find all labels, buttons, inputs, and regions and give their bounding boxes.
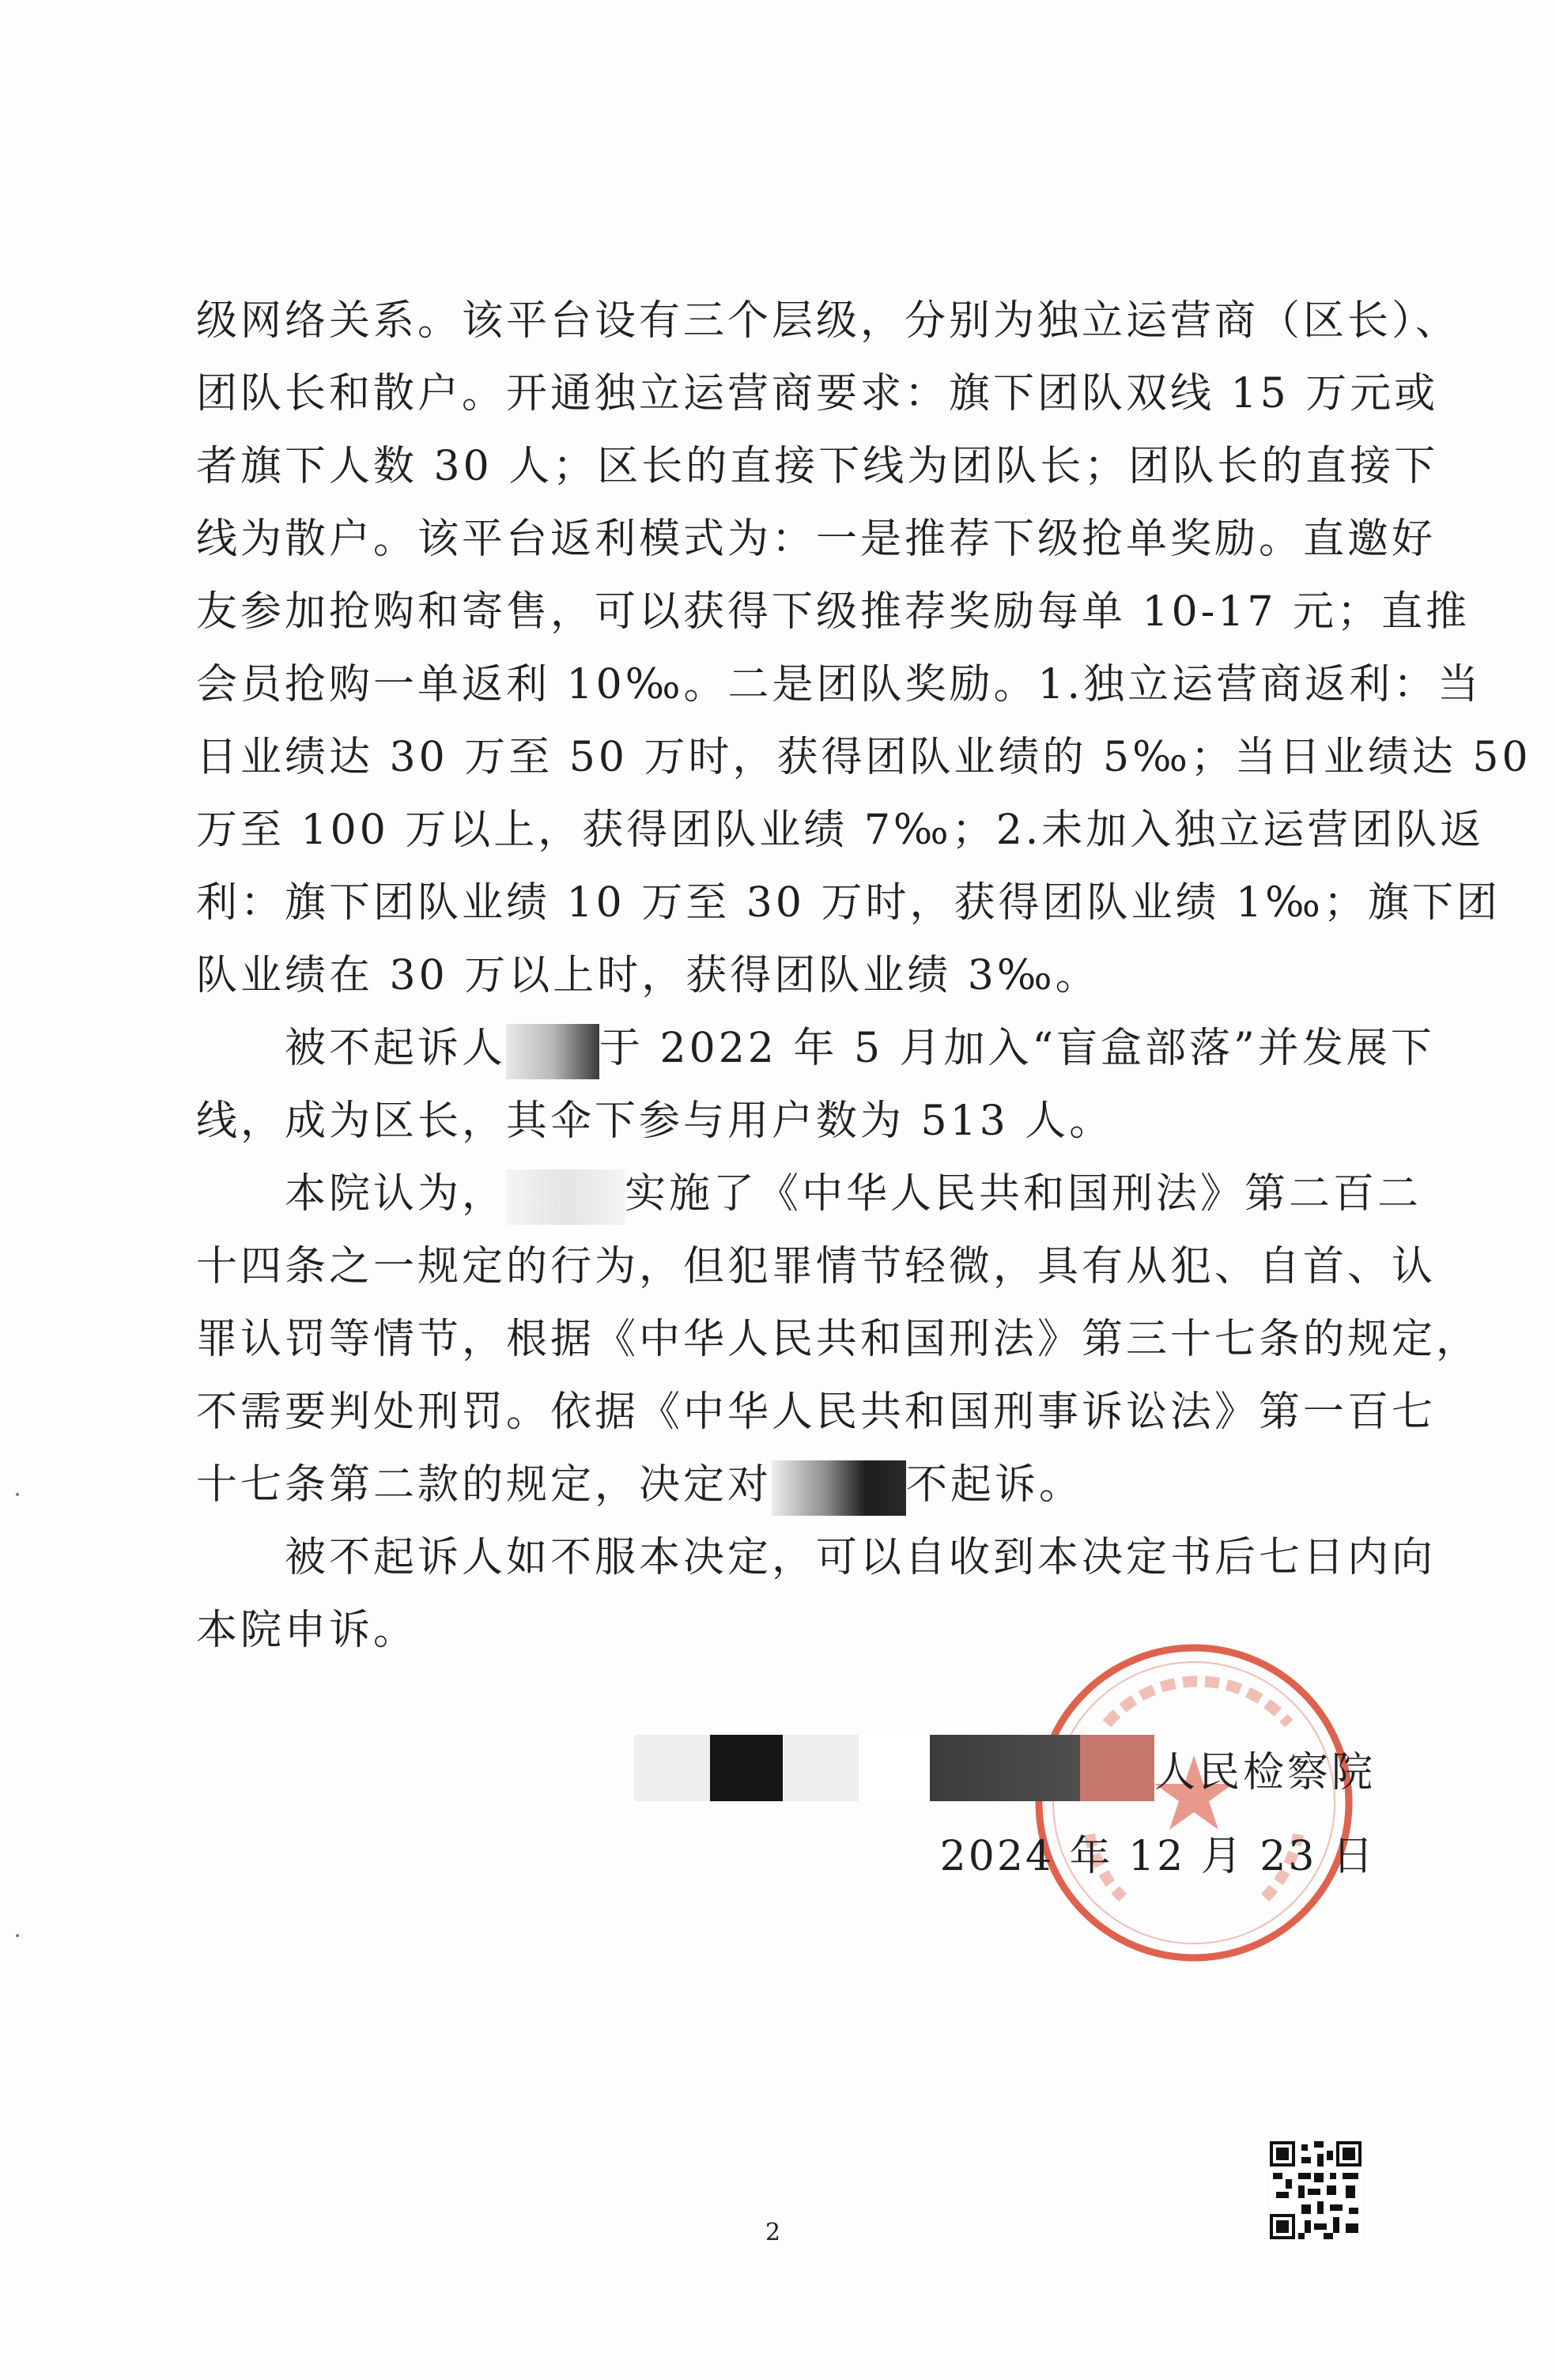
paragraph-opinion-line: [196, 1158, 1422, 1230]
body-line: 友参加抢购和寄售，可以获得下级推荐奖励每单 10-17 元；直推: [196, 588, 1470, 636]
body-line: 十四条之一规定的行为，但犯罪情节轻微，具有从犯、自首、认: [196, 1243, 1437, 1290]
name-redaction: [506, 1024, 599, 1079]
signature-row: [569, 1730, 1376, 1806]
body-line: 日业绩达 30 万至 50 万时，获得团队业绩的 5‰；当日业绩达 50: [196, 734, 1531, 781]
page-number: 2: [765, 2219, 781, 2246]
text-segment: 实施了《中华人民共和国刑法》第二百二: [625, 1170, 1422, 1218]
org-redaction: [710, 1735, 783, 1801]
procuratorate-name: 人民检察院: [1154, 1748, 1376, 1796]
text-segment: 本院认为，: [285, 1170, 507, 1218]
body-line: 不需要判处刑罚。依据《中华人民共和国刑事诉讼法》第一百七: [196, 1388, 1437, 1436]
body-line: 队业绩在 30 万以上时，获得团队业绩 3‰。: [196, 952, 1100, 999]
body-line: [196, 1449, 1374, 1521]
body-line: 团队长和散户。开通独立运营商要求：旗下团队双线 15 万元或: [196, 370, 1439, 417]
text-segment: 不起诉。: [906, 1461, 1084, 1509]
decision-body: [196, 285, 1531, 1667]
org-redaction: [783, 1735, 859, 1801]
text-segment: 被不起诉人: [285, 1025, 507, 1072]
body-line: 线，成为区长，其伞下参与用户数为 513 人。: [196, 1097, 1114, 1145]
paragraph-defendant-line: [196, 1012, 1435, 1085]
body-line: 本院申诉。: [196, 1607, 418, 1654]
signature-block: [569, 1730, 1376, 1806]
body-line: 利：旗下团队业绩 10 万至 30 万时，获得团队业绩 1‰；旗下团: [196, 879, 1501, 927]
body-line: 被不起诉人如不服本决定，可以自收到本决定书后七日内向: [285, 1534, 1437, 1581]
text-segment: 于 2022 年 5 月加入“盲盒部落”并发展下: [599, 1025, 1435, 1072]
scan-speck: [16, 1493, 19, 1496]
org-redaction: [930, 1735, 1080, 1801]
qr-code: [1270, 2141, 1362, 2239]
name-redaction: [772, 1460, 906, 1516]
decision-date: 2024 年 12 月 23 日: [939, 1833, 1376, 1880]
name-redaction: [506, 1169, 625, 1225]
org-redaction: [634, 1735, 710, 1801]
body-line: 级网络关系。该平台设有三个层级，分别为独立运营商（区长）、: [196, 297, 1460, 345]
body-line: 者旗下人数 30 人；区长的直接下线为团队长；团队长的直接下: [196, 443, 1439, 490]
body-line: 会员抢购一单返利 10‰。二是团队奖励。1.独立运营商返利：当: [196, 661, 1482, 708]
scan-speck: [16, 1934, 19, 1937]
text-segment: 十七条第二款的规定，决定对: [196, 1461, 772, 1509]
body-line: 罪认罚等情节，根据《中华人民共和国刑法》第三十七条的规定，: [196, 1316, 1481, 1363]
org-redaction: [859, 1735, 930, 1801]
body-line: 线为散户。该平台返利模式为：一是推荐下级抢单奖励。直邀好: [196, 516, 1437, 563]
org-redaction: [1080, 1735, 1154, 1801]
body-line: 万至 100 万以上，获得团队业绩 7‰；2.未加入独立运营团队返: [196, 807, 1485, 854]
